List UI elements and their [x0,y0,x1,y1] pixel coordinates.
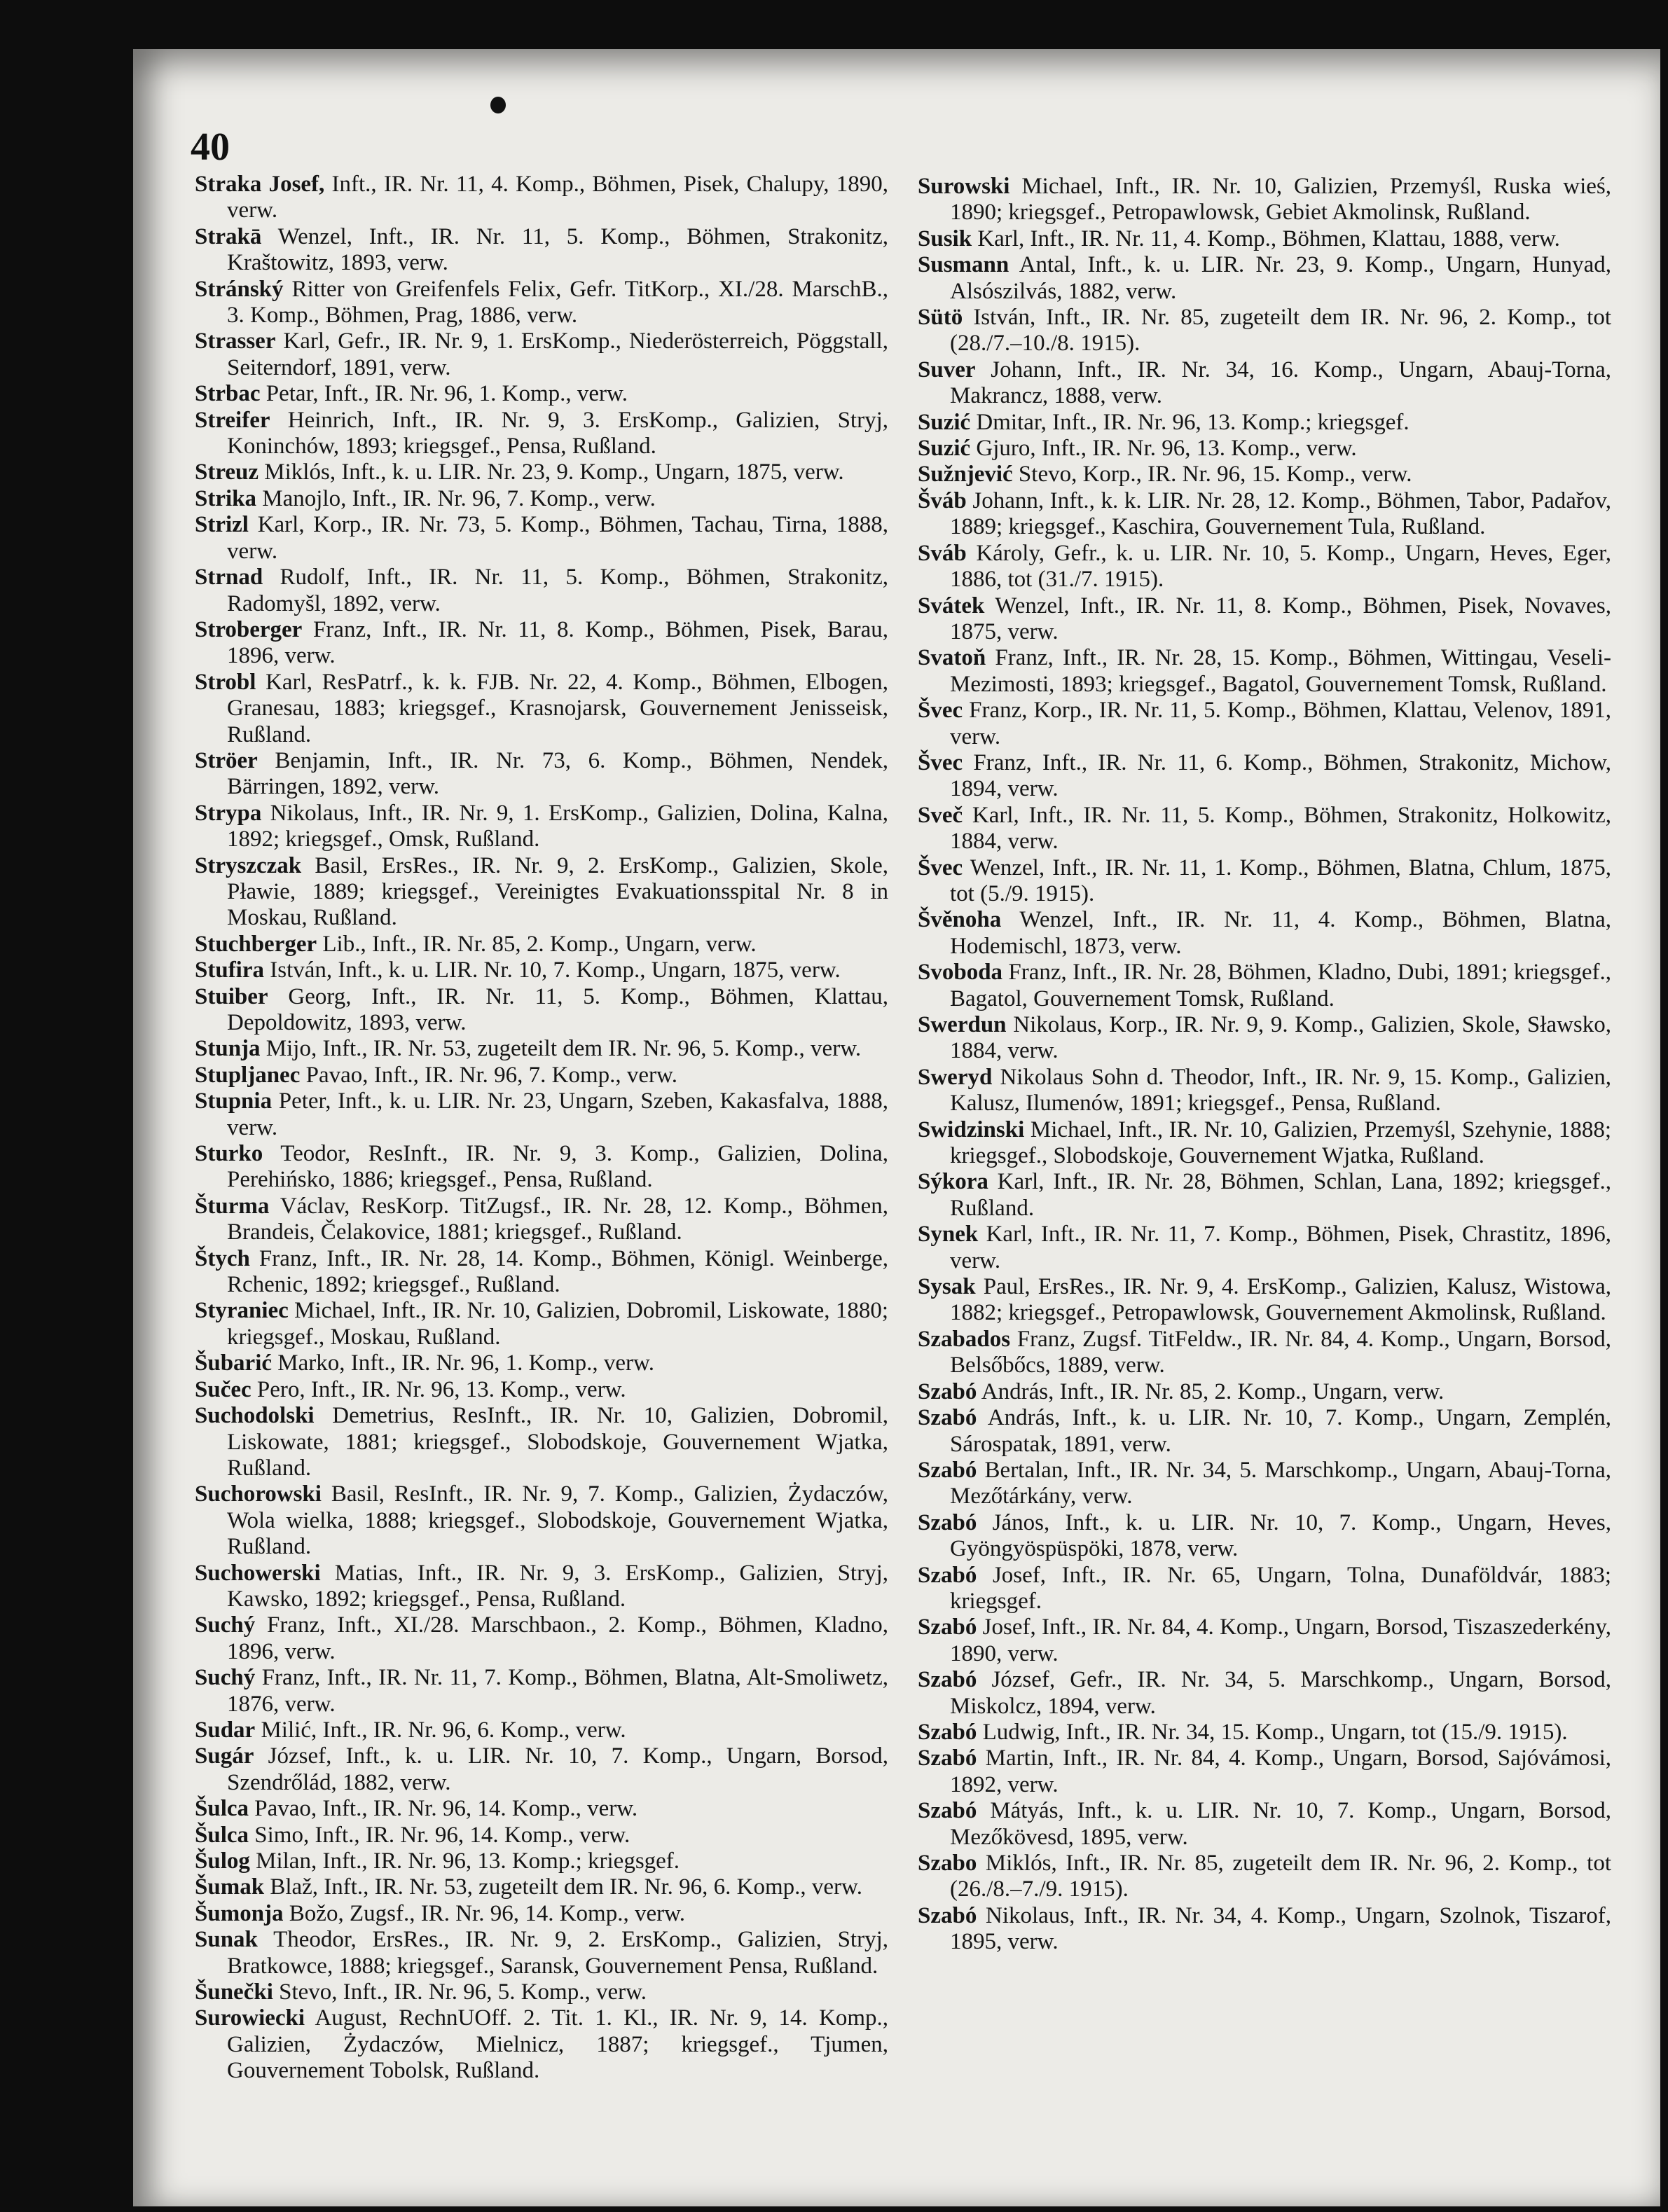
entry-details: Franz, Zugsf. TitFeldw., IR. Nr. 84, 4. Komp., Ungarn, Borsod, Belsőbőcs, 1889, verw. [950,1326,1612,1378]
entry-details: Franz, Inft., IR. Nr. 28, Böhmen, Kladno, Dubi, 1891; kriegsgef., Bagatol, Gouvernement Tomsk, Rußland. [950,960,1612,1011]
entry-name: Sunak [195,1927,258,1953]
entry-details: Mátyás, Inft., k. u. LIR. Nr. 10, 7. Komp., Ungarn, Borsod, Mezőkövesd, 1895, verw. [950,1798,1611,1850]
right-column [918,174,1611,1956]
entry-details: Wenzel, Inft., IR. Nr. 11, 1. Komp., Böhmen, Blatna, Chlum, 1875, tot (5./9. 1915). [950,855,1611,906]
entry-details: Theodor, ErsRes., IR. Nr. 9, 2. ErsKomp., Galizien, Stryj, Bratkowce, 1888; kriegsgef., Saransk, Gouvernement Pensa, Rußland. [227,1927,888,1979]
list-entry [195,1246,888,1299]
entry-details: Pavao, Inft., IR. Nr. 96, 7. Komp., verw. [305,1062,677,1088]
entry-details: Antal, Inft., k. u. LIR. Nr. 23, 9. Komp., Ungarn, Hunyad, Alsószilvás, 1882, verw. [950,252,1611,304]
list-entry [195,1612,888,1665]
entry-name: Šváb [918,488,967,513]
entry-name: Suzić [918,436,971,462]
entry-details: Miklós, Inft., k. u. LIR. Nr. 23, 9. Komp., Ungarn, 1875, verw. [264,459,844,485]
entry-details: Pero, Inft., IR. Nr. 96, 13. Komp., verw. [256,1376,626,1402]
list-entry [195,408,888,460]
list-entry [918,357,1611,410]
entry-details: Michael, Inft., IR. Nr. 10, Galizien, Dobromil, Liskowate, 1880; kriegsgef., Moskau, Rußland. [227,1298,888,1350]
entry-name: Sweryd [918,1064,993,1090]
entry-details: Michael, Inft., IR. Nr. 10, Galizien, Przemyśl, Szehynie, 1888; kriegsgef., Slobodskoje, Gouvernement Wjatka, Rußland. [950,1117,1611,1169]
entry-details: Miklós, Inft., IR. Nr. 85, zugeteilt dem IR. Nr. 96, 2. Komp., tot (26./8.–7./9. 1915). [950,1851,1612,1902]
entry-details: András, Inft., IR. Nr. 85, 2. Komp., Ungarn, verw. [981,1378,1445,1404]
entry-details: Milan, Inft., IR. Nr. 96, 13. Komp.; kriegsgef. [256,1848,680,1874]
entry-details: Rudolf, Inft., IR. Nr. 11, 5. Komp., Böhmen, Strakonitz, Radomyšl, 1892, verw. [227,565,889,616]
list-entry [195,1561,888,1613]
entry-name: Strbac [195,381,261,407]
entry-name: Švec [918,749,963,775]
list-entry [918,1327,1611,1379]
entry-details: Wenzel, Inft., IR. Nr. 11, 4. Komp., Böhmen, Blatna, Hodemischl, 1873, verw. [950,907,1611,959]
entry-details: Božo, Zugsf., IR. Nr. 96, 14. Komp., verw. [289,1900,686,1926]
entry-name: Stroberger [195,616,303,642]
ink-dot [490,97,506,113]
entry-details: Marko, Inft., IR. Nr. 96, 1. Komp., verw. [277,1350,654,1376]
entry-name: Švěnoha [918,907,1002,933]
list-entry [918,462,1611,488]
entry-name: Szabados [918,1326,1011,1352]
entry-name: Szabó [918,1798,977,1824]
list-entry [918,645,1611,698]
entry-name: Sýkora [918,1169,988,1195]
entry-details: Manojlo, Inft., IR. Nr. 96, 7. Komp., verw. [262,485,656,511]
entry-details: Teodor, ResInft., IR. Nr. 9, 3. Komp., Galizien, Dolina, Perehińsko, 1886; kriegsgef., Pensa, Rußland. [227,1141,888,1193]
entry-name: Surowiecki [195,2005,305,2031]
entry-name: Szabó [918,1902,977,1928]
list-entry [918,1458,1611,1510]
entry-details: András, Inft., k. u. LIR. Nr. 10, 7. Komp., Ungarn, Zemplén, Sárospatak, 1891, verw. [950,1405,1611,1457]
entry-details: Karl, Inft., IR. Nr. 11, 7. Komp., Böhmen, Pisek, Chrastitz, 1896, verw. [950,1222,1612,1273]
entry-name: Šumonja [195,1900,284,1926]
entry-name: Šulog [195,1848,250,1874]
entry-name: Štych [195,1245,250,1271]
entry-name: Sturko [195,1141,263,1167]
entry-details: Simo, Inft., IR. Nr. 96, 14. Komp., verw. [254,1822,630,1848]
entry-name: Strypa [195,800,262,826]
entry-details: Bertalan, Inft., IR. Nr. 34, 5. Marschkomp., Ungarn, Abauj-Torna, Mezőtárkány, verw. [950,1457,1611,1509]
entry-details: Franz, Inft., IR. Nr. 28, 14. Komp., Böhmen, Königl. Weinberge, Rchenic, 1892; kriegsgef., Rußland. [227,1245,888,1298]
list-entry [195,1743,888,1796]
entry-name: Susmann [918,252,1009,278]
entry-name: Svatoň [918,645,986,671]
entry-details: Stevo, Korp., IR. Nr. 96, 15. Komp., verw. [1018,462,1412,488]
list-entry [918,436,1611,462]
entry-details: Michael, Inft., IR. Nr. 10, Galizien, Przemyśl, Ruska wieś, 1890; kriegsgef., Petropawlowsk, Gebiet Akmolinsk, Rußland. [950,174,1611,226]
list-entry [195,748,888,801]
entry-name: Szabo [918,1851,977,1876]
list-entry [918,1903,1611,1956]
entry-name: Stránský [195,276,284,302]
entry-name: Svoboda [918,960,1003,986]
list-entry [195,1377,888,1403]
entry-details: Wenzel, Inft., IR. Nr. 11, 5. Komp., Böhmen, Strakonitz, Kraštowitz, 1893, verw. [227,223,889,276]
entry-name: Suchodolski [195,1403,315,1429]
list-entry [195,1874,888,1900]
list-entry [195,1717,888,1743]
entry-name: Suchý [195,1665,256,1691]
list-entry [918,410,1611,436]
list-entry [195,1298,888,1350]
entry-details: Karl, ResPatrf., k. k. FJB. Nr. 22, 4. Komp., Böhmen, Elbogen, Granesau, 1883; kriegsgef., Krasnojarsk, Gouvernement Jenisseisk, Rußland. [227,669,888,747]
entry-name: Sütö [918,305,963,331]
list-entry [918,1615,1611,1667]
list-entry [195,801,888,853]
list-entry [918,1720,1611,1746]
entry-name: Šulca [195,1796,249,1822]
entry-name: Stuchberger [195,931,317,957]
entry-name: Ströer [195,747,258,773]
entry-name: Suver [918,357,976,382]
entry-details: Benjamin, Inft., IR. Nr. 73, 6. Komp., Böhmen, Nendek, Bärringen, 1892, verw. [227,747,888,800]
entry-details: Franz, Korp., IR. Nr. 11, 5. Komp., Böhmen, Klattau, Velenov, 1891, verw. [950,698,1612,749]
list-entry [918,1065,1611,1117]
entry-name: Stuiber [195,983,268,1009]
entry-details: Karl, Gefr., IR. Nr. 9, 1. ErsKomp., Niederösterreich, Pöggstall, Seiterndorf, 1891, verw. [227,329,888,380]
entry-details: Stevo, Inft., IR. Nr. 96, 5. Komp., verw. [279,1979,647,2005]
list-entry [195,670,888,748]
entry-name: Švec [918,698,963,724]
entry-details: August, RechnUOff. 2. Tit. 1. Kl., IR. Nr. 9, 14. Komp., Galizien, Żydaczów, Mielnicz, 1887; kriegsgef., Tjumen, Gouvernement Tobolsk, Rußland. [227,2005,888,2084]
entry-name: Strika [195,485,257,511]
entry-name: Szabó [918,1378,977,1404]
entry-name: Stupnia [195,1088,273,1114]
entry-details: Demetrius, ResInft., IR. Nr. 10, Galizien, Dobromil, Liskowate, 1881; kriegsgef., Slobodskoje, Gouvernement Wjatka, Rußland. [227,1403,888,1481]
entry-name: Švec [918,855,963,880]
entry-name: Szabó [918,1615,977,1640]
list-entry [195,1481,888,1560]
entry-details: Wenzel, Inft., IR. Nr. 11, 8. Komp., Böhmen, Pisek, Novaves, 1875, verw. [950,593,1612,644]
entry-details: Ludwig, Inft., IR. Nr. 34, 15. Komp., Ungarn, tot (15./9. 1915). [982,1719,1568,1745]
entry-name: Szabó [918,1457,977,1483]
entry-name: Sysak [918,1274,976,1300]
list-entry [195,958,888,983]
entry-details: Nikolaus, Inft., IR. Nr. 9, 1. ErsKomp., Galizien, Dolina, Kalna, 1892; kriegsgef., Omsk, Rußland. [227,800,888,852]
list-entry [195,1901,888,1927]
entry-details: Basil, ErsRes., IR. Nr. 9, 2. ErsKomp., Galizien, Skole, Pławie, 1889; kriegsgef., Vereinigtes Evakuationsspital Nr. 8 in Moskau, Rußland. [227,852,889,931]
list-entry [918,1117,1611,1170]
entry-details: Basil, ResInft., IR. Nr. 9, 7. Komp., Galizien, Żydaczów, Wola wielka, 1888; kriegsgef., Slobodskoje, Gouvernement Wjatka, Rußland. [227,1481,888,1560]
entry-name: Synek [918,1222,979,1247]
entry-details: Franz, Inft., XI./28. Marschbaon., 2. Komp., Böhmen, Kladno, 1896, verw. [227,1612,888,1664]
list-entry [195,1194,888,1246]
entry-name: Swerdun [918,1012,1007,1037]
entry-details: Václav, ResKorp. TitZugsf., IR. Nr. 28, 12. Komp., Böhmen, Brandeis, Čelakovice, 1881; kriegsgef., Rußland. [227,1193,888,1245]
list-entry [918,488,1611,541]
entry-details: Josef, Inft., IR. Nr. 65, Ungarn, Tolna, Dunaföldvár, 1883; kriegsgef. [950,1562,1611,1614]
list-entry [918,541,1611,593]
list-entry [918,1798,1611,1851]
left-column [195,172,888,2085]
entry-name: Sudar [195,1717,256,1743]
entry-details: Martin, Inft., IR. Nr. 84, 4. Komp., Ungarn, Borsod, Sajóvámosi, 1892, verw. [950,1746,1611,1797]
entry-name: Streifer [195,407,270,433]
entry-details: Lib., Inft., IR. Nr. 85, 2. Komp., Ungarn, verw. [322,931,757,957]
entry-details: Károly, Gefr., k. u. LIR. Nr. 10, 5. Komp., Ungarn, Heves, Eger, 1886, tot (31./7. 1915). [950,540,1611,593]
list-entry [918,698,1611,750]
entry-name: Stunja [195,1036,261,1062]
list-entry [918,803,1611,855]
entry-details: Karl, Inft., IR. Nr. 11, 5. Komp., Böhmen, Strakonitz, Holkowitz, 1884, verw. [950,802,1612,855]
entry-details: Karl, Inft., IR. Nr. 11, 4. Komp., Böhmen, Klattau, 1888, verw. [977,226,1560,251]
entry-name: Sužnjević [918,462,1013,488]
list-entry [195,1979,888,2005]
page-number: 40 [191,125,230,169]
entry-name: Szabó [918,1405,977,1431]
list-entry [195,1665,888,1717]
entry-details: Matias, Inft., IR. Nr. 9, 3. ErsKomp., Galizien, Stryj, Kawsko, 1892; kriegsgef., Pensa, Rußland. [227,1560,888,1612]
entry-name: Sučec [195,1376,251,1402]
list-entry [195,565,888,617]
entry-name: Strasser [195,329,276,354]
entry-details: Heinrich, Inft., IR. Nr. 9, 3. ErsKomp., Galizien, Stryj, Koninchów, 1893; kriegsgef., Pensa, Rußland. [227,407,889,459]
list-entry [195,1823,888,1848]
list-entry [195,224,888,277]
entry-name: Szabó [918,1509,977,1535]
list-entry [918,1012,1611,1065]
list-entry [195,172,888,224]
entry-name: Surowski [918,174,1010,199]
entry-name: Szabó [918,1667,977,1693]
entry-details: Paul, ErsRes., IR. Nr. 9, 4. ErsKomp., Galizien, Kalusz, Wistowa, 1882; kriegsgef., Petropawlowsk, Gouvernement Akmolinsk, Rußland. [950,1274,1611,1326]
entry-details: János, Inft., k. u. LIR. Nr. 10, 7. Komp., Ungarn, Heves, Gyöngyöspüspöki, 1878, verw. [950,1509,1612,1562]
entry-name: Šubarić [195,1350,273,1376]
list-entry [195,486,888,512]
list-entry [918,226,1611,252]
entry-name: Straka Josef, [195,172,325,197]
entry-name: Sváb [918,540,967,566]
list-entry [918,750,1611,803]
entry-details: Franz, Inft., IR. Nr. 28, 15. Komp., Böhmen, Wittingau, Veseli-Mezimosti, 1893; kriegsgef., Bagatol, Gouvernement Tomsk, Rußland. [950,645,1611,697]
list-entry [195,1088,888,1141]
entry-name: Stupljanec [195,1062,301,1088]
entry-details: Franz, Inft., IR. Nr. 11, 6. Komp., Böhmen, Strakonitz, Michow, 1894, verw. [950,749,1612,802]
entry-details: Karl, Korp., IR. Nr. 73, 5. Komp., Böhmen, Tachau, Tirna, 1888, verw. [227,512,889,564]
list-entry [918,907,1611,960]
entry-details: Mijo, Inft., IR. Nr. 53, zugeteilt dem IR. Nr. 96, 5. Komp., verw. [266,1036,862,1062]
list-entry [195,1063,888,1088]
entry-name: Szabó [918,1719,977,1745]
entry-details: Peter, Inft., k. u. LIR. Nr. 23, Ungarn, Szeben, Kakasfalva, 1888, verw. [227,1088,888,1140]
list-entry [918,1851,1611,1903]
entry-details: Franz, Inft., IR. Nr. 11, 7. Komp., Böhmen, Blatna, Alt-Smoliwetz, 1876, verw. [227,1665,889,1717]
list-entry [918,1563,1611,1615]
entry-name: Szabó [918,1562,977,1588]
list-entry [918,855,1611,908]
list-entry [195,1350,888,1376]
list-entry [918,960,1611,1012]
list-entry [918,1379,1611,1405]
list-entry [195,2005,888,2084]
list-entry [195,459,888,485]
list-entry [918,252,1611,305]
list-entry [918,1274,1611,1327]
list-entry [918,1510,1611,1563]
entry-name: Suchý [195,1612,256,1638]
entry-details: Franz, Inft., IR. Nr. 11, 8. Komp., Böhmen, Pisek, Barau, 1896, verw. [227,616,889,669]
list-entry [918,1169,1611,1222]
entry-name: Strobl [195,669,256,695]
entry-name: Šturma [195,1193,270,1219]
entry-details: Inft., IR. Nr. 11, 4. Komp., Böhmen, Pisek, Chalupy, 1890, verw. [227,172,888,223]
entry-name: Susik [918,226,972,251]
entry-name: Šulca [195,1822,249,1848]
entry-name: Sugár [195,1743,254,1769]
list-entry [918,593,1611,646]
entry-name: Sveč [918,802,963,828]
entry-details: Petar, Inft., IR. Nr. 96, 1. Komp., verw. [266,381,628,407]
entry-details: Milić, Inft., IR. Nr. 96, 6. Komp., verw. [261,1717,626,1743]
entry-details: Dmitar, Inft., IR. Nr. 96, 13. Komp.; kriegsgef. [976,409,1409,435]
entry-name: Šunečki [195,1979,273,2005]
entry-details: Josef, Inft., IR. Nr. 84, 4. Komp., Ungarn, Borsod, Tiszaszederkény, 1890, verw. [950,1615,1612,1666]
list-entry [918,305,1611,357]
list-entry [195,1036,888,1062]
entry-name: Styraniec [195,1298,289,1324]
list-entry [195,984,888,1037]
list-entry [195,329,888,381]
entry-details: Karl, Inft., IR. Nr. 28, Böhmen, Schlan, Lana, 1892; kriegsgef., Rußland. [950,1169,1612,1221]
entry-name: Strakā [195,223,262,249]
entry-details: Georg, Inft., IR. Nr. 11, 5. Komp., Böhmen, Klattau, Depoldowitz, 1893, verw. [227,983,888,1035]
entry-name: Stufira [195,958,264,983]
entry-name: Suchorowski [195,1481,322,1507]
list-entry [195,853,888,932]
list-entry [918,1405,1611,1458]
entry-details: Pavao, Inft., IR. Nr. 96, 14. Komp., verw. [254,1796,638,1822]
entry-name: Stryszczak [195,852,302,878]
entry-details: Nikolaus Sohn d. Theodor, Inft., IR. Nr. 9, 15. Komp., Galizien, Kalusz, Ilumenów, 1891; kriegsgef., Pensa, Rußland. [950,1064,1612,1117]
list-entry [195,1403,888,1481]
entry-details: Nikolaus, Korp., IR. Nr. 9, 9. Komp., Galizien, Skole, Sławsko, 1884, verw. [950,1012,1611,1064]
list-entry [195,277,888,329]
entry-details: István, Inft., IR. Nr. 85, zugeteilt dem IR. Nr. 96, 2. Komp., tot (28./7.–10./8. 1915). [950,305,1612,357]
entry-name: Szabó [918,1746,977,1771]
list-entry [195,932,888,958]
entry-details: Johann, Inft., IR. Nr. 34, 16. Komp., Ungarn, Abauj-Torna, Makrancz, 1888, verw. [950,357,1611,409]
entry-details: István, Inft., k. u. LIR. Nr. 10, 7. Komp., Ungarn, 1875, verw. [270,958,841,983]
entry-name: Svátek [918,593,985,618]
list-entry [918,1222,1611,1274]
list-entry [195,512,888,565]
entry-name: Suzić [918,409,971,435]
entry-name: Streuz [195,459,259,485]
list-entry [195,1141,888,1194]
entry-name: Šumak [195,1874,265,1900]
entry-details: Blaž, Inft., IR. Nr. 53, zugeteilt dem IR. Nr. 96, 6. Komp., verw. [270,1874,862,1900]
entry-name: Suchowerski [195,1560,321,1586]
entry-details: Nikolaus, Inft., IR. Nr. 34, 4. Komp., Ungarn, Szolnok, Tiszarof, 1895, verw. [950,1902,1611,1955]
entry-name: Strizl [195,512,249,538]
entry-name: Swidzinski [918,1117,1025,1142]
list-entry [918,1746,1611,1798]
entry-details: Johann, Inft., k. k. LIR. Nr. 28, 12. Komp., Böhmen, Tabor, Padařov, 1889; kriegsgef., Kaschira, Gouvernement Tula, Rußland. [950,488,1612,540]
list-entry [918,174,1611,226]
entry-details: József, Inft., k. u. LIR. Nr. 10, 7. Komp., Ungarn, Borsod, Szendrőlád, 1882, verw. [227,1743,889,1795]
entry-name: Strnad [195,565,263,590]
list-entry [195,1927,888,1979]
entry-details: Ritter von Greifenfels Felix, Gefr. TitKorp., XI./28. MarschB., 3. Komp., Böhmen, Prag, 1886, verw. [227,276,888,329]
list-entry [195,1848,888,1874]
entry-details: József, Gefr., IR. Nr. 34, 5. Marschkomp., Ungarn, Borsod, Miskolcz, 1894, verw. [950,1667,1611,1719]
list-entry [918,1667,1611,1720]
entry-details: Gjuro, Inft., IR. Nr. 96, 13. Komp., verw. [976,436,1357,462]
list-entry [195,617,888,670]
page-scan [133,49,1660,2206]
list-entry [195,1796,888,1822]
list-entry [195,381,888,407]
